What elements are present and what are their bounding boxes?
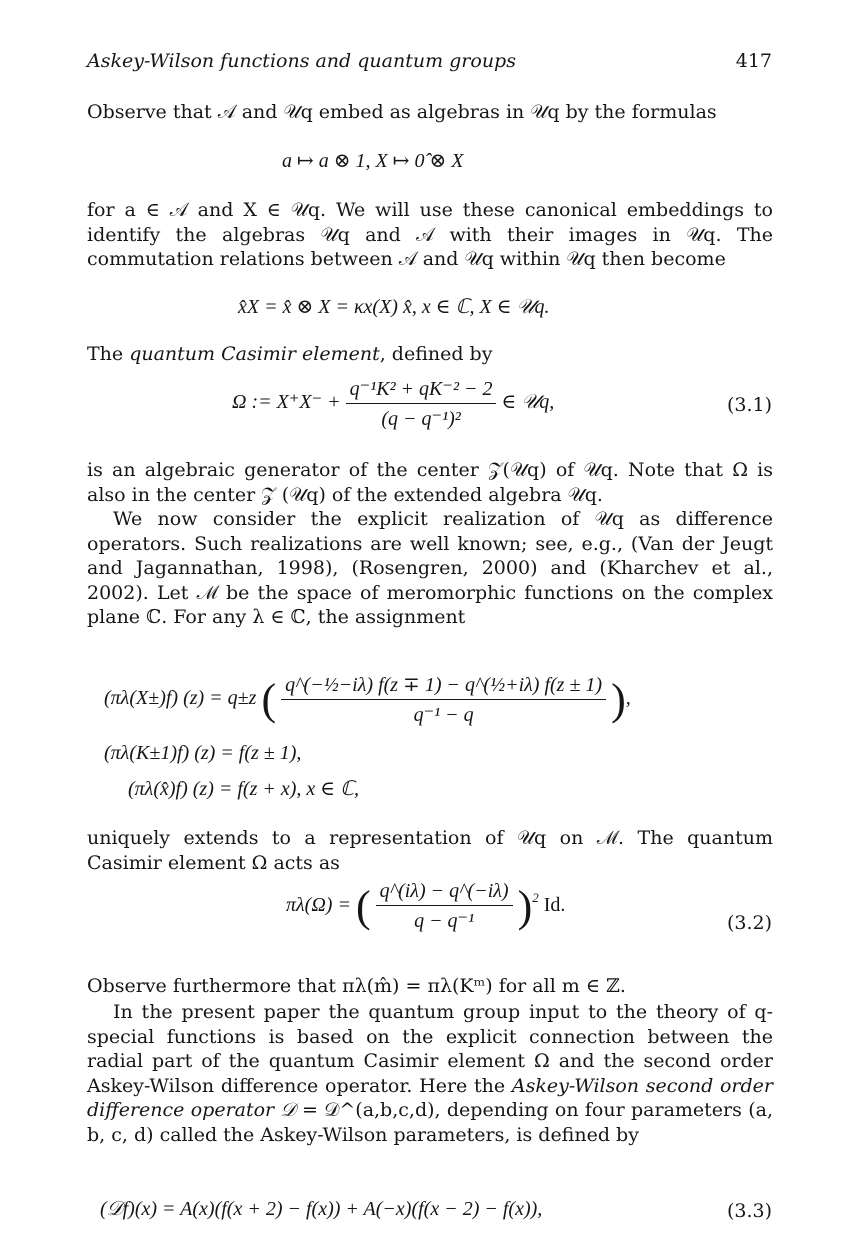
eq31-rhs: ∈ 𝒰q,	[501, 391, 555, 414]
text-run: = 𝒟^(a,b,c,d), depending on four parameters (a, b, c, d) called the Askey-Wilson parameters, is defined by	[87, 1099, 773, 1146]
eq32-fraction	[376, 880, 513, 933]
eq32-numerator: q^(iλ) − q^(−iλ)	[376, 880, 513, 906]
paren-right: )	[517, 882, 533, 931]
running-head: Askey-Wilson functions and quantum groups	[87, 50, 516, 72]
equation-number-3-3: (3.3)	[726, 1200, 772, 1222]
pi-x-fraction	[281, 672, 606, 727]
text-run: In the present paper the quantum group input to the theory of q-special functions is based on the explicit connection between the radial part of the quantum Casimir element Ω and the second order Askey-Wilson difference operator. Here the	[87, 1001, 773, 1097]
paragraph-center: is an algebraic generator of the center 𝒵(𝒰q) of 𝒰q. Note that Ω is also in the center 𝒵 (𝒰q) of the extended algebra 𝒰q.	[87, 459, 773, 506]
equation-pi-x: (πλ(X±)f) (z) = q±z ( $\frac{\text{q\textasciicircum{}(−½−iλ) f(z ∓ 1) − q\textasciicircum{}(½+iλ) f(z ± 1)}}{\text{q⁻¹ − q}}$ ),	[104, 674, 631, 726]
paragraph-representation: uniquely extends to a representation of 𝒰q on ℳ. The quantum Casimir element Ω acts as	[87, 827, 773, 874]
eq32-denominator: q − q⁻¹	[414, 910, 475, 932]
eq31-lhs: Ω := X⁺X⁻ +	[232, 391, 346, 414]
paren-right: )	[611, 675, 626, 724]
text-run: The	[87, 343, 130, 365]
paragraph-intro: Observe that 𝒜 and 𝒰q embed as algebras in 𝒰q by the formulas	[87, 101, 717, 123]
equation-3-1	[232, 376, 554, 431]
paren-left: (	[355, 882, 371, 931]
pi-x-numerator: q^(−½−iλ) f(z ∓ 1) − q^(½+iλ) f(z ± 1)	[281, 672, 606, 700]
eq32-lhs: πλ(Ω) =	[286, 894, 356, 917]
eq31-denominator: (q − q⁻¹)²	[381, 408, 461, 430]
paragraph-embeddings: for a ∈ 𝒜 and X ∈ 𝒰q. We will use these canonical embeddings to identify the algebras 𝒰q and 𝒜 with their images in 𝒰q. The commutation relations between 𝒜 and 𝒰q within 𝒰q then become	[87, 199, 773, 270]
eq31-numerator: q⁻¹K² + qK⁻² − 2	[346, 376, 497, 404]
equation-3-3: (𝒟f)(x) = A(x)(f(x + 2) − f(x)) + A(−x)(f(x − 2) − f(x)),	[100, 1198, 543, 1220]
equation-3-2: πλ(Ω) = ( $\frac{q\^{}(i\lambda) - q\^{}(-i\lambda)}{\text{q − q⁻¹}}$ )$^2$ Id.	[286, 880, 566, 932]
term-askey-wilson-operator: Askey-Wilson second order difference operator 𝒟	[87, 1074, 773, 1121]
paragraph-casimir-intro	[87, 342, 773, 367]
paragraph-realization: We now consider the explicit realization of 𝒰q as difference operators. Such realizations are well known; see, e.g., (Van der Jeugt and Jagannathan, 1998), (Rosengren, 2000) and (Kharchev et al., 2002). Let ℳ be the space of meromorphic functions on the complex plane ℂ. For any λ ∈ ℂ, the assignment	[87, 508, 773, 628]
equation-commutation: x̂X = x̂ ⊗ X = κx(X) x̂, x ∈ ℂ, X ∈ 𝒰q.	[238, 296, 550, 318]
equation-embedding: a ↦ a ⊗ 1, X ↦ 0̂ ⊗ X	[282, 150, 464, 172]
equation-pi-xhat: (πλ(x̂)f) (z) = f(z + x), x ∈ ℂ,	[128, 778, 360, 800]
pi-x-denominator: q⁻¹ − q	[413, 704, 474, 726]
eq32-rhs: Id.	[543, 894, 566, 917]
paragraph-observe: Observe furthermore that πλ(m̂) = πλ(Kᵐ) for all m ∈ ℤ.	[87, 975, 626, 997]
equation-number-3-2: (3.2)	[726, 912, 772, 934]
page-number: 417	[735, 50, 772, 72]
term-quantum-casimir: quantum Casimir element	[129, 343, 380, 365]
pi-x-lhs: (πλ(X±)f) (z) = q±z	[104, 687, 262, 710]
text-run: , defined by	[379, 343, 493, 365]
equation-pi-k: (πλ(K±1)f) (z) = f(z ± 1),	[104, 742, 302, 764]
equation-number-3-1: (3.1)	[726, 394, 772, 416]
paren-left: (	[261, 675, 277, 724]
eq31-fraction	[346, 376, 497, 431]
page-header	[87, 50, 772, 80]
paragraph-askey-wilson	[87, 1000, 773, 1147]
